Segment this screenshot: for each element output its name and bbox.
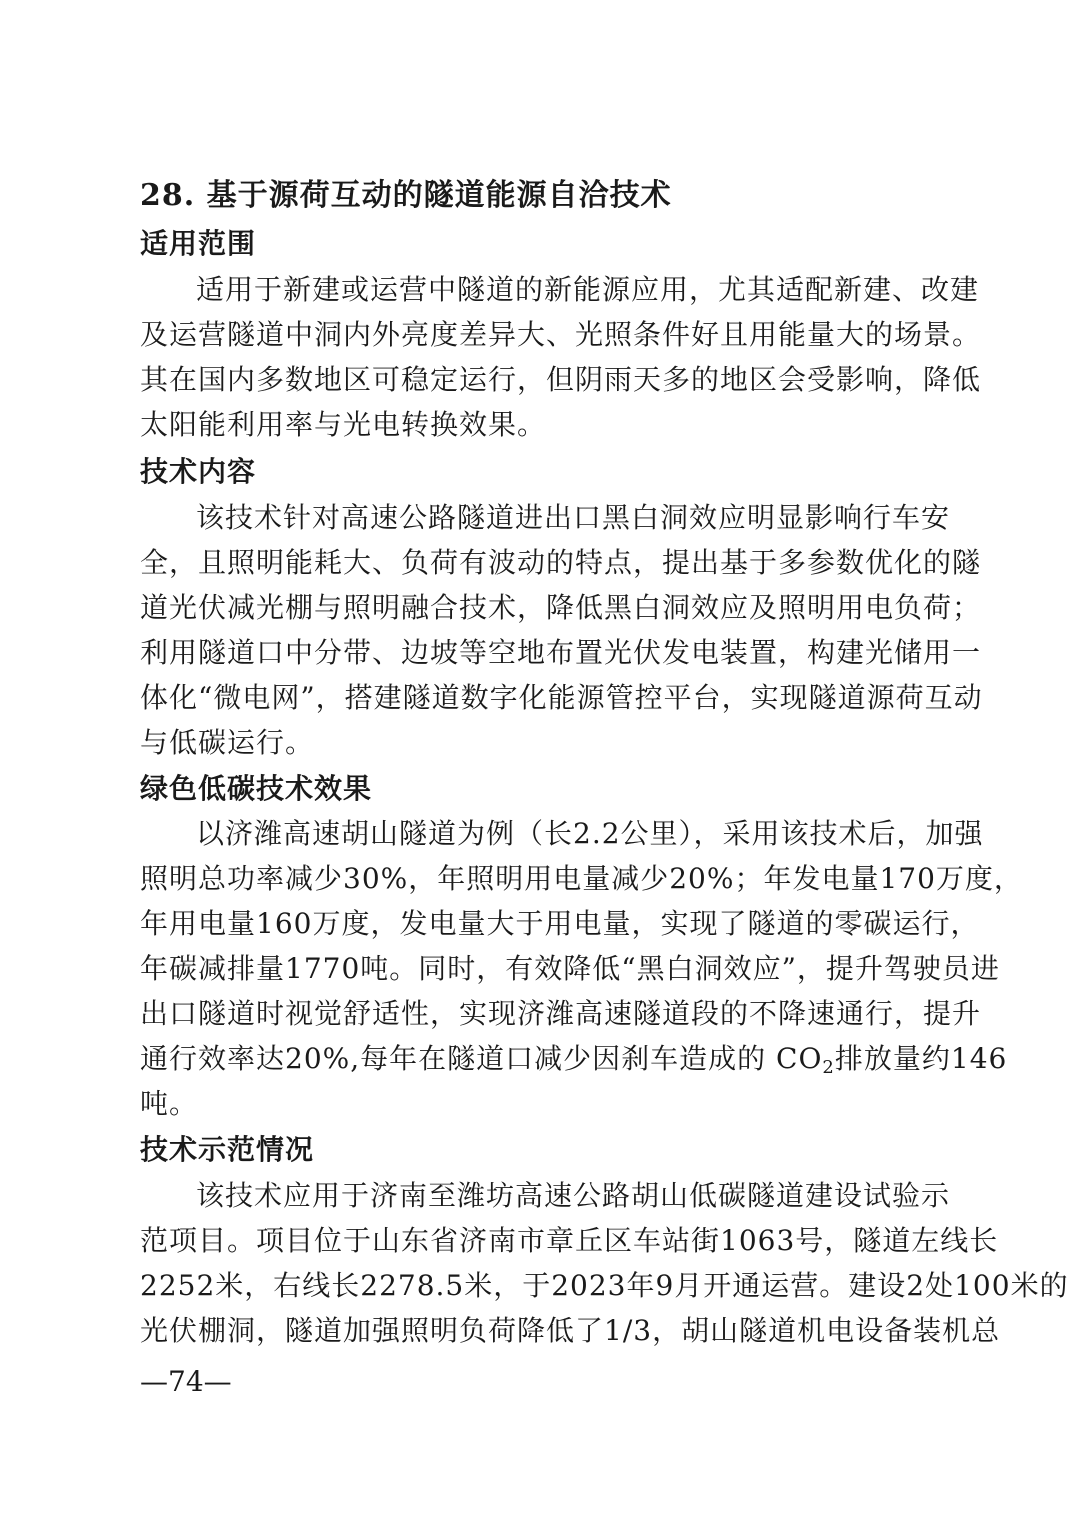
page-number: —74— [140, 1365, 232, 1398]
paragraph-line: 光伏棚洞，隧道加强照明负荷降低了1/3，胡山隧道机电设备装机总 [140, 1314, 1001, 1347]
paragraph-line [140, 1037, 1007, 1085]
paragraph-line: 年碳减排量1770吨。同时，有效降低“黑白洞效应”，提升驾驶员进 [140, 952, 1000, 985]
paragraph-line: 该技术针对高速公路隧道进出口黑白洞效应明显影响行车安 [196, 501, 951, 534]
paragraph-line: 以济潍高速胡山隧道为例（长2.2公里），采用该技术后，加强 [196, 817, 984, 850]
paragraph-line: 该技术应用于济南至潍坊高速公路胡山低碳隧道建设试验示 [196, 1179, 951, 1212]
paragraph-line: 适用于新建或运营中隧道的新能源应用，尤其适配新建、改建 [196, 273, 980, 306]
paragraph-line: 出口隧道时视觉舒适性，实现济潍高速隧道段的不降速通行，提升 [140, 997, 982, 1030]
paragraph-line: 及运营隧道中洞内外亮度差异大、光照条件好且用能量大的场景。 [140, 318, 982, 351]
paragraph-line: 吨。 [140, 1087, 199, 1120]
subscript: 2 [822, 1057, 835, 1078]
section-title: 28. 基于源荷互动的隧道能源自洽技术 [140, 178, 672, 213]
paragraph-line: 太阳能利用率与光电转换效果。 [140, 408, 547, 441]
paragraph-line: 道光伏减光棚与照明融合技术，降低黑白洞效应及照明用电负荷； [140, 591, 982, 624]
paragraph-line: 年用电量160万度，发电量大于用电量，实现了隧道的零碳运行， [140, 907, 980, 940]
heading-demo: 技术示范情况 [140, 1133, 315, 1166]
paragraph-line: 照明总功率减少30%，年照明用电量减少20%；年发电量170万度， [140, 862, 1023, 895]
heading-scope: 适用范围 [140, 227, 257, 260]
line-text: 排放量约146 [834, 1042, 1008, 1075]
paragraph-line: 其在国内多数地区可稳定运行，但阴雨天多的地区会受影响，降低 [140, 363, 982, 396]
heading-content: 技术内容 [140, 455, 257, 488]
paragraph-line: 与低碳运行。 [140, 726, 315, 759]
paragraph-line: 范项目。项目位于山东省济南市章丘区车站街1063号，隧道左线长 [140, 1224, 999, 1257]
line-text: 通行效率达20%,每年在隧道口减少因刹车造成的 CO [140, 1042, 823, 1075]
heading-effect: 绿色低碳技术效果 [140, 772, 373, 805]
paragraph-line: 2252米，右线长2278.5米，于2023年9月开通运营。建设2处100米的 [140, 1269, 1069, 1302]
paragraph-line: 体化“微电网”，搭建隧道数字化能源管控平台，实现隧道源荷互动 [140, 681, 983, 714]
paragraph-line: 全，且照明能耗大、负荷有波动的特点，提出基于多参数优化的隧 [140, 546, 982, 579]
paragraph-line: 利用隧道口中分带、边坡等空地布置光伏发电装置，构建光储用一 [140, 636, 982, 669]
